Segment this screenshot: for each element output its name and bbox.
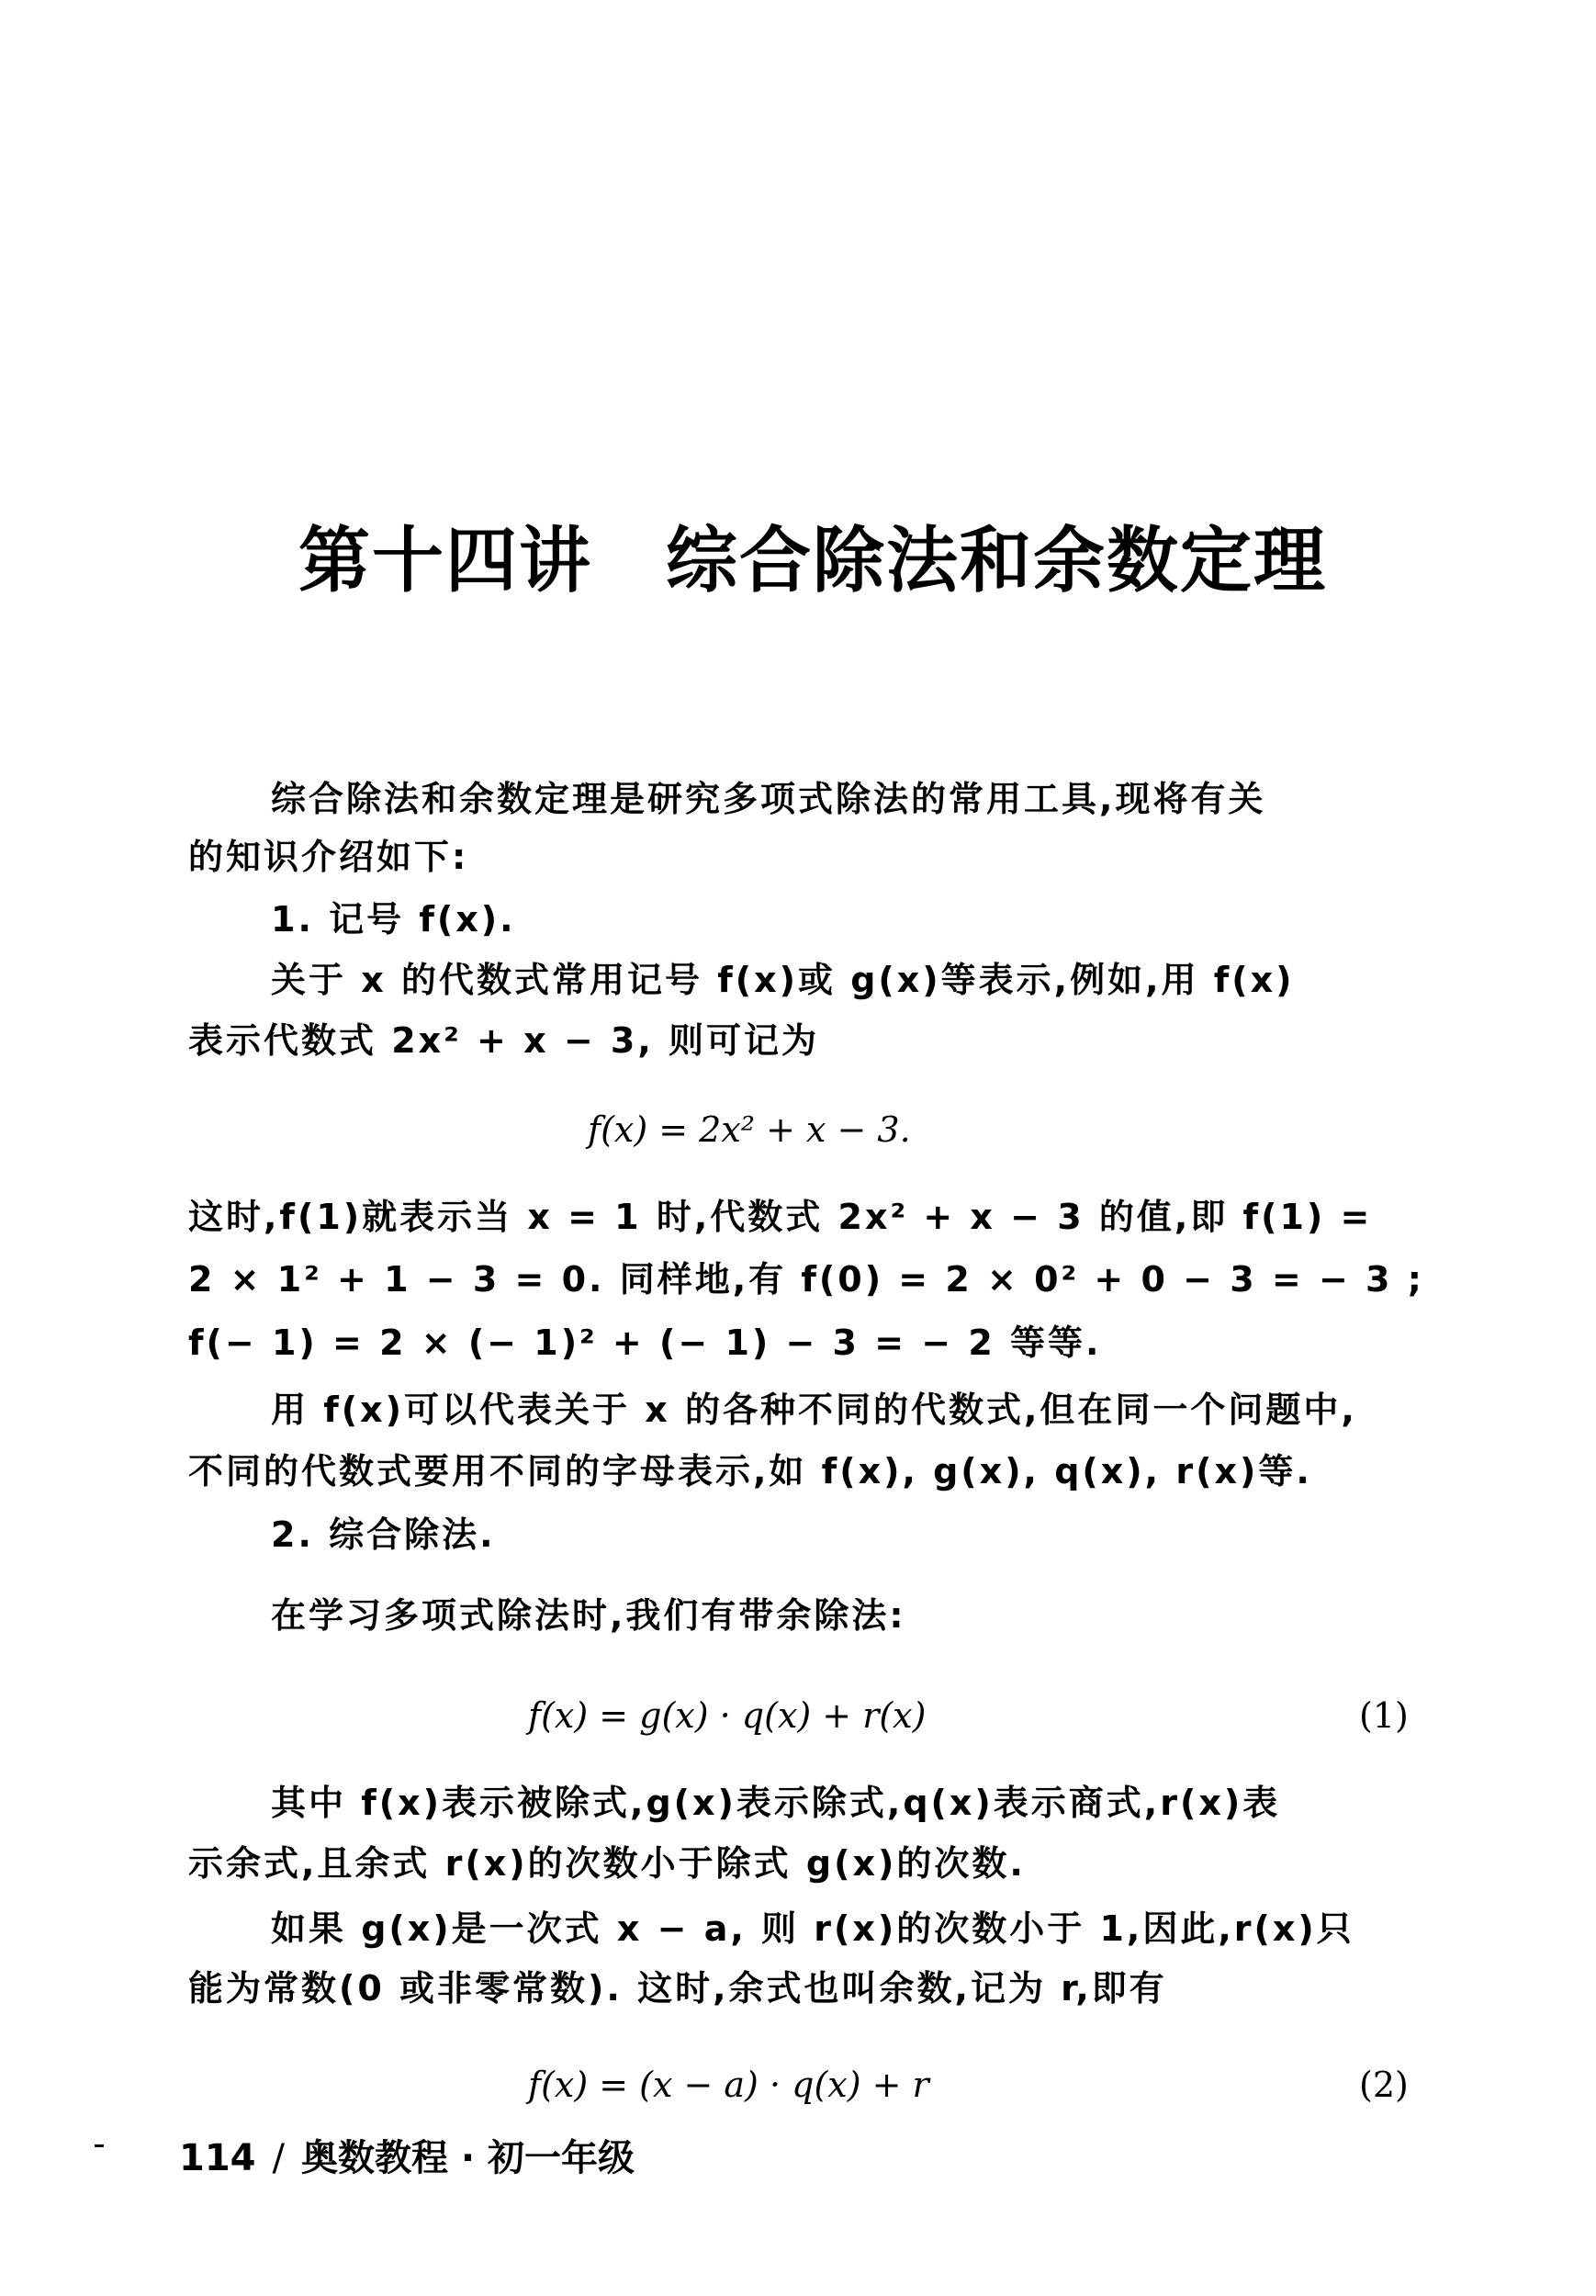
- section-1-heading: 1. 记号 f(x).: [271, 899, 516, 940]
- section-1-paragraph-2-line-3: f(− 1) = 2 × (− 1)² + (− 1) − 3 = − 2 等等.: [188, 1322, 1102, 1363]
- intro-line-2: 的知识介绍如下:: [188, 837, 469, 877]
- section-1-paragraph-3-line-2: 不同的代数式要用不同的字母表示,如 f(x), g(x), q(x), r(x)等.: [188, 1451, 1312, 1491]
- lecture-number: 第十四讲: [298, 520, 593, 602]
- section-2-paragraph-2-line-2: 示余式,且余式 r(x)的次数小于除式 g(x)的次数.: [188, 1843, 1026, 1884]
- book-title: 奥数教程 · 初一年级: [300, 2137, 635, 2179]
- section-1-paragraph-1-line-2: 表示代数式 2x² + x − 3, 则可记为: [188, 1020, 820, 1061]
- intro-line-1: 综合除法和余数定理是研究多项式除法的常用工具,现将有关: [271, 779, 1266, 819]
- page-number: 114: [179, 2137, 256, 2179]
- section-1-paragraph-3-line-1: 用 f(x)可以代表关于 x 的各种不同的代数式,但在同一个问题中,: [271, 1390, 1357, 1430]
- section-1-paragraph-2-line-2: 2 × 1² + 1 − 3 = 0. 同样地,有 f(0) = 2 × 0² + 0 − 3 = − 3 ;: [188, 1259, 1424, 1300]
- equation-fx-definition: f(x) = 2x² + x − 3.: [588, 1109, 911, 1150]
- scan-mark: [95, 2144, 104, 2147]
- equation-1: f(x) = g(x) · q(x) + r(x): [528, 1695, 927, 1736]
- section-2-paragraph-3-line-2: 能为常数(0 或非零常数). 这时,余式也叫余数,记为 r,即有: [188, 1968, 1167, 2009]
- equation-2: f(x) = (x − a) · q(x) + r: [528, 2065, 929, 2105]
- lecture-topic: 综合除法和余数定理: [666, 520, 1328, 602]
- section-2-paragraph-3-line-1: 如果 g(x)是一次式 x − a, 则 r(x)的次数小于 1,因此,r(x)只: [271, 1908, 1354, 1949]
- section-1-paragraph-2-line-1: 这时,f(1)就表示当 x = 1 时,代数式 2x² + x − 3 的值,即 f(1) =: [188, 1197, 1373, 1237]
- footer-separator: /: [272, 2137, 285, 2179]
- section-1-paragraph-1-line-1: 关于 x 的代数式常用记号 f(x)或 g(x)等表示,例如,用 f(x): [271, 960, 1295, 1000]
- lecture-title: [298, 503, 1327, 606]
- section-2-heading: 2. 综合除法.: [271, 1514, 496, 1555]
- section-2-paragraph-2-line-1: 其中 f(x)表示被除式,g(x)表示除式,q(x)表示商式,r(x)表: [271, 1783, 1281, 1823]
- page-footer: [179, 2129, 635, 2181]
- equation-1-number: (1): [1359, 1695, 1409, 1736]
- equation-2-number: (2): [1359, 2065, 1409, 2105]
- section-2-paragraph-1: 在学习多项式除法时,我们有带余除法:: [271, 1595, 906, 1636]
